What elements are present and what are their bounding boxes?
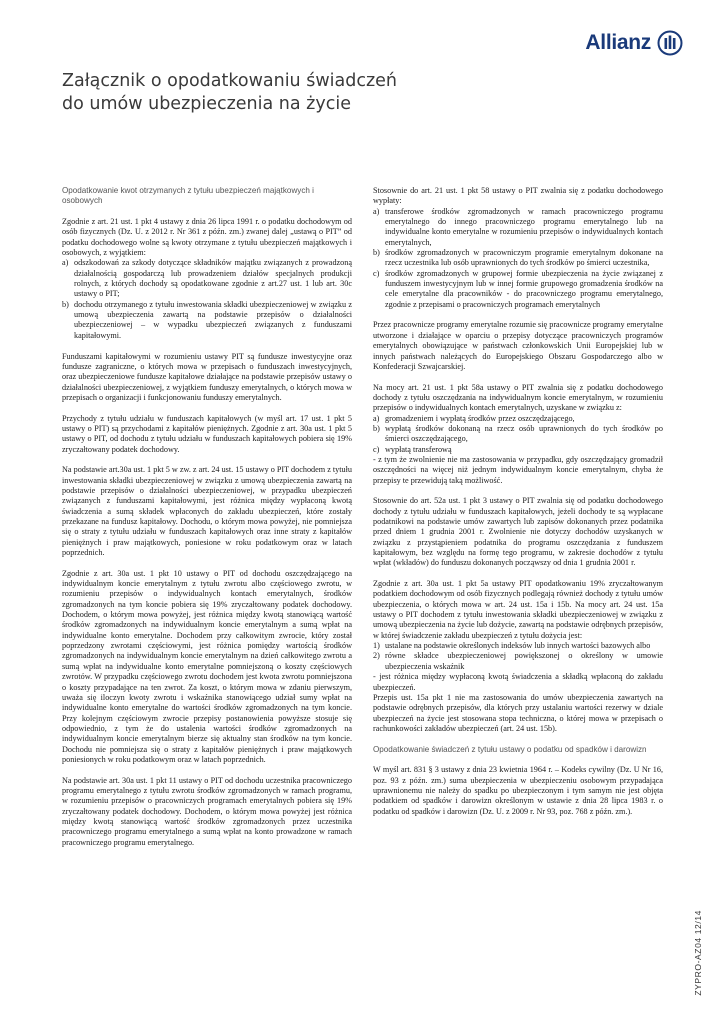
list-item [373,445,663,455]
list-item [373,207,663,248]
list-marker: a) [62,258,69,268]
list-marker: a) [373,413,380,423]
numbered-list [373,641,663,672]
list-marker: 1) [373,641,380,651]
list-item [62,258,352,299]
paragraph: Funduszami kapitałowymi w rozumieniu ustawy PIT są fundusze inwestycyjne oraz fundusze zagraniczne, o których mowa w przepisach o funduszach inwestycyjnych, oraz ubezpieczeniowe fundusze kapitałowe działające na podstawie przepisów ustawy o działalności ubezpieczeniowej, z wyjątkiem funduszy emerytalnych, o których mowa w przepisach o organizacji i funkcjonowaniu funduszy emerytalnych. [62,351,352,402]
list-item [373,641,663,651]
list-item [62,300,352,341]
brand-logo [585,30,683,56]
title-line-2: do umów ubezpieczenia na życie [62,94,351,114]
paragraph: Na podstawie art. 30a ust. 1 pkt 11 ustawy o PIT od dochodu uczestnika pracowniczego programu emerytalnego z tytułu zwrotu środków zgromadzonych w ramach programu, w rozumieniu przepisów o pracowniczych programach emerytalnych pobiera się 19% zryczałtowany podatek dochodowy. Dochodem, o którym mowa powyżej jest różnica między kwotą stanowiącą wartość środków zgromadzonych przez uczestnika pracowniczego programu emerytalnego a sumą wpłat na konto prowadzone w ramach pracowniczego programu emerytalnego. [62,775,352,847]
paragraph: Przez pracownicze programy emerytalne rozumie się pracownicze programy emerytalne utworzone i działające w oparciu o przepisy dotyczące pracowniczych programów emerytalnych obowiązujące w państwach członkowskich Unii Europejskiej lub w innych państwach należących do Europejskiego Obszaru Gospodarczego albo w Konfederacji Szwajcarskiej. [373,320,663,371]
list-marker: c) [373,268,380,278]
list-marker: 2) [373,651,380,661]
brand-name: Allianz [585,31,651,54]
paragraph: Przychody z tytułu udziału w funduszach kapitałowych (w myśl art. 17 ust. 1 pkt 5 ustawy o PIT) są przychodami z kapitałów pieniężnych. Zgodnie z art. 30a ust. 1 pkt 5 ustawy o PIT, od dochodu z tytułu udziału w funduszach kapitałowych pobiera się 19% zryczałtowany podatek dochodowy. [62,413,352,454]
document-title [62,70,397,116]
paragraph: Na mocy art. 21 ust. 1 pkt 58a ustawy o PIT zwalnia się z podatku dochodowego dochody z tytułu oszczędzania na indywidualnym koncie emerytalnym, w rozumieniu przepisów o indywidualnych kontach emerytalnych, uzyskane w związku z: [373,382,663,413]
list-item-text: ustalane na podstawie określonych indeksów lub innych wartości bazowych albo [385,641,651,651]
exemption-list [373,207,663,310]
paragraph: Na podstawie art.30a ust. 1 pkt 5 w zw. z art. 24 ust. 15 ustawy o PIT dochodem z tytułu inwestowania składki ubezpieczeniowej w związku z umową ubezpieczenia zawartą na podstawie przepisów o działalności ubezpieczeniowej, w przypadku ubezpieczeń związanych z funduszami kapitałowymi, jest różnica między wypłaconą kwotą świadczenia a sumą składek wpłaconych do zakładu ubezpieczeń, które zostały przekazane na fundusz kapitałowy. Dochodu, o którym mowa powyżej, nie pomniejsza się o straty z tytułu udziału w funduszach kapitałowych oraz inne straty z kapitałów pieniężnych i praw majątkowych, poniesione w roku podatkowym oraz w latach poprzednich. [62,465,352,558]
list-item-text: środków zgromadzonych w pracowniczym programie emerytalnym dokonane na rzecz uczestnika lub osób uprawnionych do tych środków po śmierci uczestnika, [385,248,663,268]
list-item [373,414,663,424]
paragraph: Przepis ust. 15a pkt 1 nie ma zastosowania do umów ubezpieczenia zawartych na podstawie odrębnych przepisów, dla których przy ustalaniu wartości rezerwy w dziale ubezpieczeń na życie jest stosowana stopa techniczna, o której mowa w przepisach o rachunkowości zakładów ubezpieczeń (art. 24 ust. 15b). [373,692,663,733]
paragraph: - z tym że zwolnienie nie ma zastosowania w przypadku, gdy oszczędzający gromadził oszczędności na więcej niż jednym indywidualnym koncie emerytalnym, chyba że przepisy te przewidują taką możliwość. [373,454,663,485]
list-item-text: wypłatą transferową [385,444,452,454]
section-heading: Opodatkowanie kwot otrzymanych z tytułu ubezpieczeń majątkowych i osobowych [62,186,314,206]
section-heading: Opodatkowanie świadczeń z tytułu ustawy o podatku od spadków i darowizn [373,744,647,754]
list-item [373,248,663,269]
paragraph: Stosownie do art. 52a ust. 1 pkt 3 ustawy o PIT zwalnia się od podatku dochodowego dochody z tytułu udziału w funduszach kapitałowych, jeżeli dochody te są wypłacane podatnikowi na podstawie umów zawartych lub zapisów dokonanych przez podatnika przed dniem 1 grudnia 2001 r. Zwolnienie nie dotyczy dochodów uzyskanych w związku z przystąpieniem podatnika do programu oszczędzania z funduszem kapitałowym, bez względu na formę tego programu, w zakresie dochodów z tytułu wpłat (wkładów) do funduszu dokonanych począwszy od dnia 1 grudnia 2001 r. [373,496,663,568]
ike-list [373,414,663,455]
document-code: ZYPRO-AZ04 12/14 [693,910,703,996]
list-item-text: wypłatą środków dokonaną na rzecz osób uprawnionych do tych środków po śmierci oszczędzającego, [385,423,663,444]
list-item-text: gromadzeniem i wypłatą środków przez oszczędzającego, [385,413,575,423]
paragraph: - jest różnica między wypłaconą kwotą świadczenia a składką wpłaconą do zakładu ubezpieczeń. [373,672,663,692]
allianz-eagle-logo-icon [657,30,683,56]
list-marker: b) [373,248,380,258]
exception-list [62,258,352,341]
list-item [373,269,663,310]
list-item-text: transferowe środków zgromadzonych w ramach pracowniczego programu emerytalnego do innego pracowniczego programu emerytalnego lub na indywidualne konto emerytalne w rozumieniu przepisów o indywidualnych kontach emerytalnych, [385,206,663,247]
paragraph: Zgodnie z art. 21 ust. 1 pkt 4 ustawy z dnia 26 lipca 1991 r. o podatku dochodowym od osób fizycznych (Dz. U. z 2012 r. Nr 361 z późn. zm.) zwanej dalej „ustawą o PIT” od podatku dochodowego wolne są kwoty otrzymane z tytułu ubezpieczeń majątkowych i osobowych, z wyjątkiem: [62,217,352,258]
left-column [62,186,352,858]
list-item-text: równe składce ubezpieczeniowej powiększonej o określony w umowie ubezpieczenia wskaźnik [385,651,663,671]
title-line-1: Załącznik o opodatkowaniu świadczeń [62,71,398,91]
paragraph: Zgodnie z art. 30a ust. 1 pkt 5a ustawy PIT opodatkowaniu 19% zryczałtowanym podatkiem dochodowym od osób fizycznych podlegają również dochody z tytułu umów ubezpieczenia, o których mowa w art. 24 ust. 15a i 15b. Na mocy art. 24 ust. 15a ustawy o PIT dochodem z tytułu inwestowania składki ubezpieczeniowej w związku z umową ubezpieczenia na życie lub dożycie, zawartą na podstawie odrębnych przepisów, w której świadczenie zakładu ubezpieczeń z tytułu dożycia jest: [373,579,663,640]
paragraph: Stosownie do art. 21 ust. 1 pkt 58 ustawy o PIT zwalnia się z podatku dochodowego wypłaty: [373,186,663,206]
list-item-text: odszkodowań za szkody dotyczące składników majątku związanych z prowadzoną działalnością gospodarczą lub prowadzeniem działów specjalnych produkcji rolnych, z których dochody są opodatkowane zgodnie z art.27 ust. 1 lub art. 30c ustawy o PIT; [74,258,352,299]
list-item [373,651,663,672]
list-marker: a) [373,206,380,216]
paragraph: Zgodnie z art. 30a ust. 1 pkt 10 ustawy o PIT od dochodu oszczędzającego na indywidualnym koncie emerytalnym z tytułu zwrotu albo częściowego zwrotu, w rozumieniu przepisów o indywidualnych kontach emerytalnych, środków zgromadzonych na tym koncie pobiera się 19% zryczałtowany podatek dochodowy. Dochodem, o którym mowa powyżej, jest różnica między kwotą stanowiącą wartość środków zgromadzonych na indywidualnym koncie emerytalnym a sumą wpłat na indywidualne konto emerytalne. Dochodem przy całkowitym zwrocie, który został poprzedzony zwrotami częściowymi, jest różnica pomiędzy wartością środków zgromadzonych na indywidualnym koncie emerytalnym na dzień całkowitego zwrotu a sumą wpłat na indywidualne konto emerytalne pomniejszoną o koszty częściowych zwrotów. W przypadku częściowego zwrotu dochodem jest kwota zwrotu pomniejszona o koszty przypadające na ten zwrot. Za koszt, o którym mowa w zdaniu pierwszym, uważa się iloczyn kwoty zwrotu i wskaźnika stanowiącego udział sumy wpłat na indywidualne konto emerytalne do wartości środków zgromadzonych na tym koncie. Przy kolejnym częściowym zwrocie przepisy postanowienia powyższe stosuje się odpowiednio, z tym że do ustalenia wartości środków zgromadzonych na indywidualnym koncie emerytalnym bierze się aktualny stan środków na tym koncie. Dochodu nie pomniejsza się o straty z kapitałów pieniężnych i praw majątkowych poniesionych w roku podatkowym oraz w latach poprzednich. [62,568,352,764]
right-column [373,186,663,827]
list-marker: b) [62,299,69,309]
list-marker: b) [373,423,380,433]
list-item [373,424,663,445]
list-marker: c) [373,444,380,454]
list-item-text: dochodu otrzymanego z tytułu inwestowania składki ubezpieczeniowej w związku z umową ubezpieczenia zawartą na podstawie przepisów o działalności ubezpieczeniowej – w wypadku ubezpieczeń związanych z funduszami kapitałowymi. [74,299,352,340]
list-item-text: środków zgromadzonych w grupowej formie ubezpieczenia na życie związanej z funduszem inwestycyjnym lub w innej formie grupowego gromadzenia środków na cele emerytalne dla pracowników - do pracowniczego programu emerytalnego, zgodnie z przepisami o pracowniczych programach emerytalnych [385,268,663,309]
paragraph: W myśl art. 831 § 3 ustawy z dnia 23 kwietnia 1964 r. – Kodeks cywilny (Dz. U Nr 16, poz. 93 z późn. zm.) suma ubezpieczenia w ubezpieczeniu osobowym przypadająca uprawnionemu nie należy do spadku po ubezpieczonym i tym samym nie jest objęta podatkiem od spadków i darowizn określonym w ustawie z dnia 28 lipca 1983 r. o podatku od spadków i darowizn (Dz. U. z 2009 r. Nr 93, poz. 768 z późn. zm.). [373,765,663,816]
